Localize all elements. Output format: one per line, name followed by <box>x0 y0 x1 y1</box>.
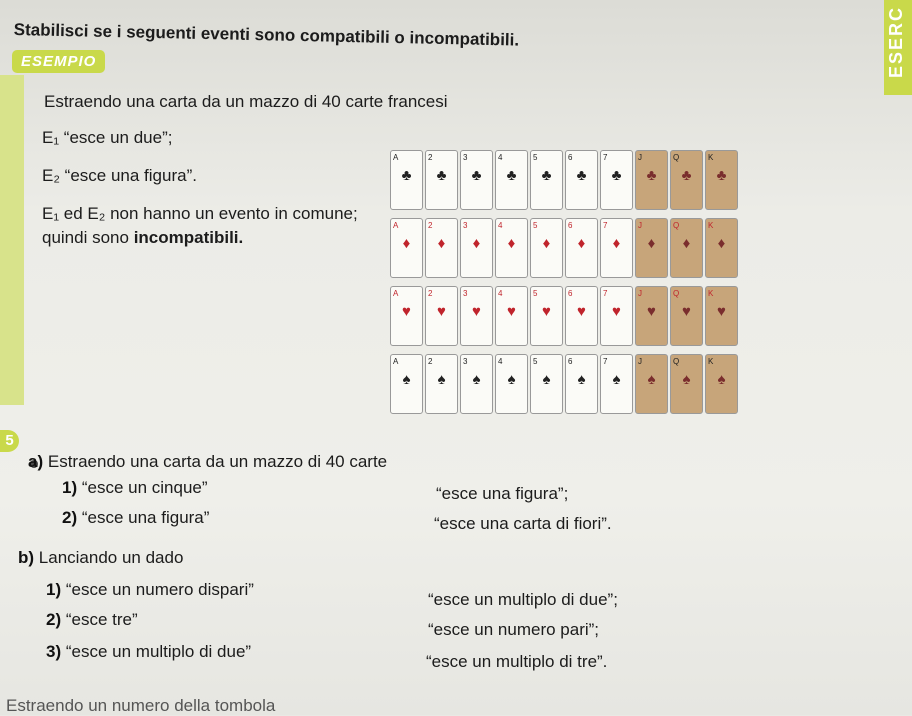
part-b-text: Lanciando un dado <box>38 548 184 567</box>
playing-card <box>495 286 528 346</box>
playing-card <box>565 354 598 414</box>
event-e2: E₂ “esce una figura”. <box>42 166 197 185</box>
card-rank: 2 <box>428 357 433 366</box>
playing-card <box>495 150 528 210</box>
card-rank: 7 <box>603 221 608 230</box>
card-suit-icon: ♥ <box>647 303 656 320</box>
playing-card <box>530 150 563 210</box>
b-item-1-num: 1) <box>46 580 62 599</box>
a-item-1 <box>62 478 208 498</box>
card-suit-icon: ♠ <box>717 371 726 388</box>
b-item-1-right: “esce un multiplo di due”; <box>428 590 618 609</box>
card-suit-icon: ♦ <box>402 235 411 252</box>
card-rank: 7 <box>603 289 608 298</box>
b-item-2-left: “esce tre” <box>65 610 138 629</box>
card-rank: 3 <box>463 357 468 366</box>
card-rank: 5 <box>533 153 538 162</box>
exercise-heading: Stabilisci se i seguenti eventi sono compatibili o incompatibili. <box>13 20 520 50</box>
b-item-1-left: “esce un numero dispari” <box>65 580 254 599</box>
playing-card <box>670 150 703 210</box>
cut-off-line: Estraendo un numero della tombola <box>6 696 276 715</box>
card-suit-icon: ♣ <box>681 167 692 184</box>
b-item-3-right: “esce un multiplo di tre”. <box>426 652 608 671</box>
card-rank: J <box>638 289 642 298</box>
playing-card <box>600 286 633 346</box>
card-suit-icon: ♦ <box>472 235 481 252</box>
a-item-2-left: “esce una figura” <box>81 508 210 527</box>
card-rank: K <box>708 357 714 366</box>
example-intro: Estraendo una carta da un mazzo di 40 carte francesi <box>44 92 448 111</box>
card-rank: 7 <box>603 153 608 162</box>
playing-card <box>600 218 633 278</box>
card-rank: A <box>393 221 399 230</box>
card-suit-icon: ♥ <box>717 303 726 320</box>
playing-card <box>460 286 493 346</box>
card-suit-icon: ♣ <box>436 167 447 184</box>
card-rank: 4 <box>498 153 503 162</box>
card-suit-icon: ♦ <box>542 235 551 252</box>
card-suit-icon: ♦ <box>577 235 586 252</box>
card-rank: Q <box>673 357 680 366</box>
card-suit-icon: ♥ <box>577 303 586 320</box>
card-rank: 6 <box>568 289 573 298</box>
playing-card <box>565 286 598 346</box>
playing-card <box>390 286 423 346</box>
playing-card <box>390 150 423 210</box>
playing-card <box>635 286 668 346</box>
card-suit-icon: ♣ <box>541 167 552 184</box>
card-rank: 6 <box>568 357 573 366</box>
card-rank: J <box>638 153 642 162</box>
playing-card <box>460 218 493 278</box>
card-rank: A <box>393 357 399 366</box>
card-suit-icon: ♣ <box>401 167 412 184</box>
card-rank: 4 <box>498 289 503 298</box>
playing-card <box>670 286 703 346</box>
part-a-label: a) <box>28 452 44 471</box>
card-rank: Q <box>673 221 680 230</box>
example-result <box>42 228 243 248</box>
card-rank: 6 <box>568 153 573 162</box>
part-a-text: Estraendo una carta da un mazzo di 40 carte <box>47 452 388 471</box>
playing-card <box>705 150 738 210</box>
card-suit-icon: ♠ <box>647 371 656 388</box>
card-rank: Q <box>673 289 680 298</box>
b-item-2 <box>46 610 138 630</box>
b-item-1 <box>46 580 254 600</box>
card-rank: 3 <box>463 221 468 230</box>
card-suit-icon: ♦ <box>507 235 516 252</box>
card-suit-icon: ♦ <box>437 235 446 252</box>
playing-card <box>530 286 563 346</box>
card-suit-icon: ♠ <box>437 371 446 388</box>
playing-card <box>460 150 493 210</box>
a-item-2-right: “esce una carta di fiori”. <box>434 514 612 533</box>
card-suit-icon: ♦ <box>717 235 726 252</box>
a-item-2-num: 2) <box>62 508 78 527</box>
card-rank: 3 <box>463 289 468 298</box>
card-rank: 5 <box>533 221 538 230</box>
card-suit-icon: ♥ <box>542 303 551 320</box>
card-suit-icon: ♣ <box>611 167 622 184</box>
playing-card <box>635 354 668 414</box>
b-item-3-num: 3) <box>46 642 62 661</box>
card-rank: J <box>638 221 642 230</box>
card-rank: 5 <box>533 357 538 366</box>
card-suit-icon: ♦ <box>612 235 621 252</box>
playing-cards-grid <box>390 150 858 422</box>
playing-card <box>670 218 703 278</box>
card-suit-icon: ♣ <box>646 167 657 184</box>
card-suit-icon: ♠ <box>472 371 481 388</box>
playing-card <box>425 218 458 278</box>
card-rank: 4 <box>498 357 503 366</box>
example-badge: ESEMPIO <box>12 50 105 73</box>
card-suit-icon: ♠ <box>682 371 691 388</box>
part-b-label: b) <box>18 548 35 567</box>
part-a <box>28 452 387 472</box>
card-rank: 7 <box>603 357 608 366</box>
card-suit-icon: ♥ <box>437 303 446 320</box>
card-suit-icon: ♦ <box>682 235 691 252</box>
card-suit-icon: ♦ <box>647 235 656 252</box>
card-row <box>390 218 858 282</box>
card-suit-icon: ♥ <box>472 303 481 320</box>
playing-card <box>600 354 633 414</box>
playing-card <box>425 354 458 414</box>
card-suit-icon: ♣ <box>471 167 482 184</box>
card-suit-icon: ♠ <box>612 371 621 388</box>
card-rank: K <box>708 289 714 298</box>
b-item-2-right: “esce un numero pari”; <box>428 620 600 639</box>
playing-card <box>530 354 563 414</box>
event-e1: E₁ “esce un due”; <box>42 128 173 147</box>
card-suit-icon: ♠ <box>507 371 516 388</box>
card-rank: 5 <box>533 289 538 298</box>
playing-card <box>635 150 668 210</box>
card-suit-icon: ♠ <box>577 371 586 388</box>
exercise-number: 5 <box>0 430 19 452</box>
card-rank: A <box>393 153 399 162</box>
card-suit-icon: ♥ <box>612 303 621 320</box>
a-item-1-right: “esce una figura”; <box>436 484 569 503</box>
playing-card <box>530 218 563 278</box>
playing-card <box>705 286 738 346</box>
card-rank: 3 <box>463 153 468 162</box>
card-suit-icon: ♠ <box>402 371 411 388</box>
card-rank: 6 <box>568 221 573 230</box>
example-side-bar <box>0 75 24 405</box>
example-conclusion: E₁ ed E₂ non hanno un evento in comune; <box>42 204 358 223</box>
a-item-1-num: 1) <box>62 478 78 497</box>
card-suit-icon: ♥ <box>402 303 411 320</box>
card-suit-icon: ♠ <box>542 371 551 388</box>
b-item-3-left: “esce un multiplo di due” <box>65 642 252 661</box>
example-result-bold: incompatibili. <box>133 228 244 247</box>
side-tab-label: ESERC <box>886 6 906 79</box>
playing-card <box>670 354 703 414</box>
a-item-2 <box>62 508 209 528</box>
card-suit-icon: ♣ <box>576 167 587 184</box>
playing-card <box>565 150 598 210</box>
a-item-1-left: “esce un cinque” <box>81 478 208 497</box>
b-item-2-num: 2) <box>46 610 62 629</box>
part-b <box>18 548 183 568</box>
card-suit-icon: ♥ <box>507 303 516 320</box>
card-rank: 4 <box>498 221 503 230</box>
card-rank: 2 <box>428 289 433 298</box>
card-row <box>390 150 858 214</box>
playing-card <box>705 218 738 278</box>
b-item-3 <box>46 642 251 662</box>
example-result-prefix: quindi sono <box>42 228 134 247</box>
card-rank: K <box>708 221 714 230</box>
card-suit-icon: ♣ <box>716 167 727 184</box>
card-row <box>390 286 858 350</box>
card-suit-icon: ♣ <box>506 167 517 184</box>
playing-card <box>390 218 423 278</box>
playing-card <box>425 286 458 346</box>
playing-card <box>425 150 458 210</box>
card-rank: 2 <box>428 221 433 230</box>
playing-card <box>565 218 598 278</box>
card-row <box>390 354 858 418</box>
playing-card <box>390 354 423 414</box>
playing-card <box>600 150 633 210</box>
playing-card <box>460 354 493 414</box>
card-rank: A <box>393 289 399 298</box>
playing-card <box>495 354 528 414</box>
card-rank: J <box>638 357 642 366</box>
card-rank: Q <box>673 153 680 162</box>
playing-card <box>495 218 528 278</box>
card-rank: K <box>708 153 714 162</box>
card-suit-icon: ♥ <box>682 303 691 320</box>
playing-card <box>635 218 668 278</box>
card-rank: 2 <box>428 153 433 162</box>
playing-card <box>705 354 738 414</box>
